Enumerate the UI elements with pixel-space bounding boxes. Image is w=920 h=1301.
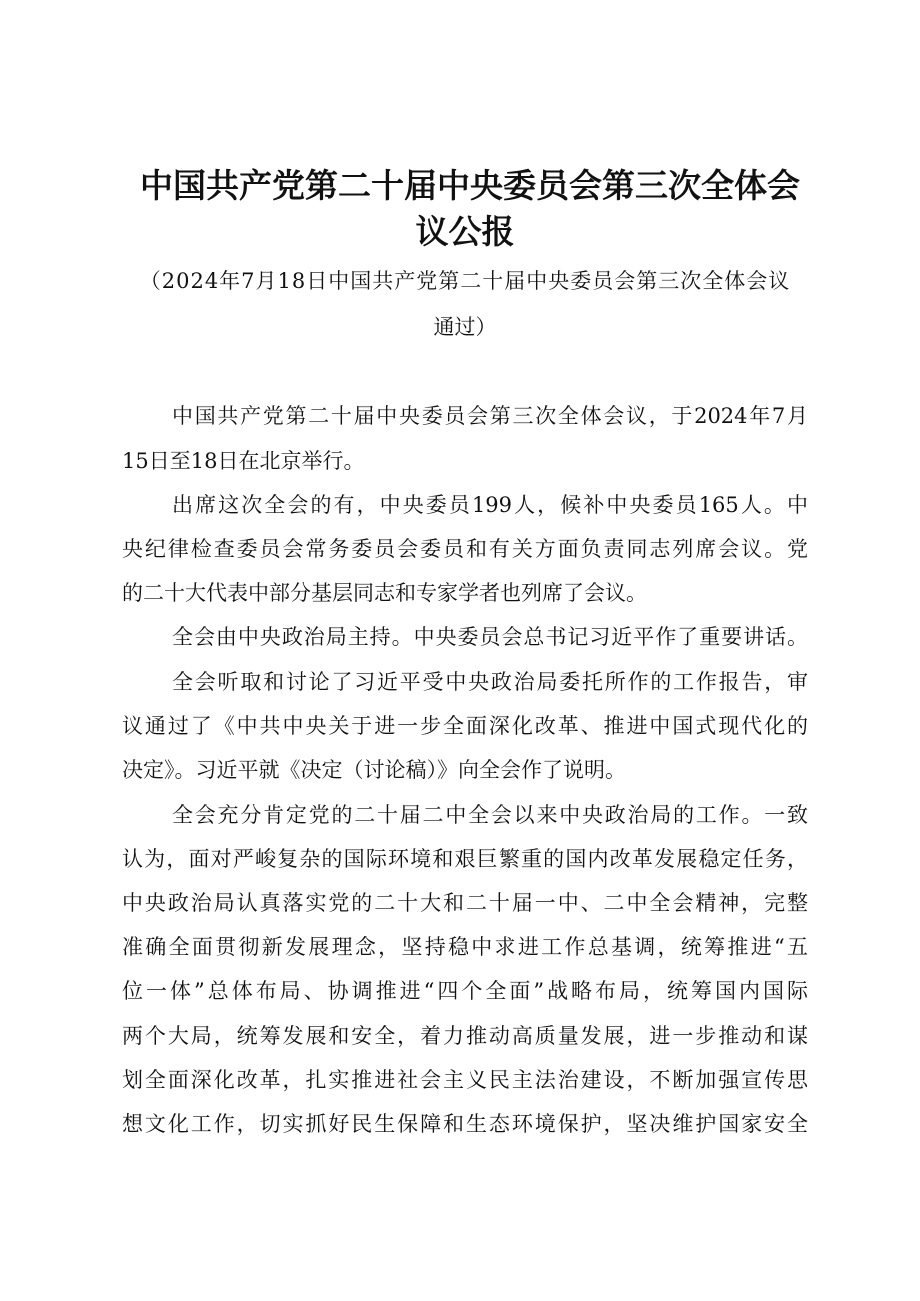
- document-subtitle-line-2: 通过）: [433, 315, 497, 339]
- paragraph-1-line-2: 15日至18日在北京举行。: [122, 449, 365, 473]
- paragraph-5-line-2: 认为，面对严峻复杂的国际环境和艰巨繁重的国内改革发展稳定任务，: [122, 847, 808, 871]
- document-title-line-2: 议公报: [415, 212, 515, 251]
- paragraph-4-line-2: 议通过了《中共中央关于进一步全面深化改革、推进中国式现代化的: [122, 714, 808, 738]
- paragraph-5-line-7: 划全面深化改革，扎实推进社会主义民主法治建设，不断加强宣传思: [122, 1068, 808, 1092]
- document-title-line-1: 中国共产党第二十届中央委员会第三次全体会: [140, 166, 800, 205]
- paragraph-5-line-6: 两个大局，统筹发展和安全，着力推动高质量发展，进一步推动和谋: [122, 1024, 808, 1048]
- paragraph-4-line-3: 决定》。习近平就《决定（讨论稿）》向全会作了说明。: [122, 758, 626, 782]
- paragraph-3-line-1: 全会由中央政治局主持。中央委员会总书记习近平作了重要讲话。: [172, 625, 808, 649]
- paragraph-4-line-1: 全会听取和讨论了习近平受中央政治局委托所作的工作报告，审: [172, 670, 808, 694]
- paragraph-5-line-1: 全会充分肯定党的二十届二中全会以来中央政治局的工作。一致: [172, 803, 808, 827]
- paragraph-1-line-1: 中国共产党第二十届中央委员会第三次全体会议，于2024年7月: [172, 404, 808, 428]
- paragraph-5-line-5: 位一体”总体布局、协调推进“四个全面”战略布局，统筹国内国际: [122, 979, 808, 1003]
- paragraph-5-line-3: 中央政治局认真落实党的二十大和二十届一中、二中全会精神，完整: [122, 891, 808, 915]
- paragraph-2-line-1: 出席这次全会的有，中央委员199人，候补中央委员165人。中: [172, 493, 808, 517]
- paragraph-2-line-2: 央纪律检查委员会常务委员会委员和有关方面负责同志列席会议。党: [122, 537, 808, 561]
- paragraph-5-line-4: 准确全面贯彻新发展理念，坚持稳中求进工作总基调，统筹推进“五: [122, 935, 808, 959]
- document-subtitle-line-1: （2024年7月18日中国共产党第二十届中央委员会第三次全体会议: [139, 269, 791, 293]
- paragraph-2-line-3: 的二十大代表中部分基层同志和专家学者也列席了会议。: [122, 581, 647, 605]
- paragraph-5-line-8: 想文化工作，切实抓好民生保障和生态环境保护，坚决维护国家安全: [122, 1112, 808, 1136]
